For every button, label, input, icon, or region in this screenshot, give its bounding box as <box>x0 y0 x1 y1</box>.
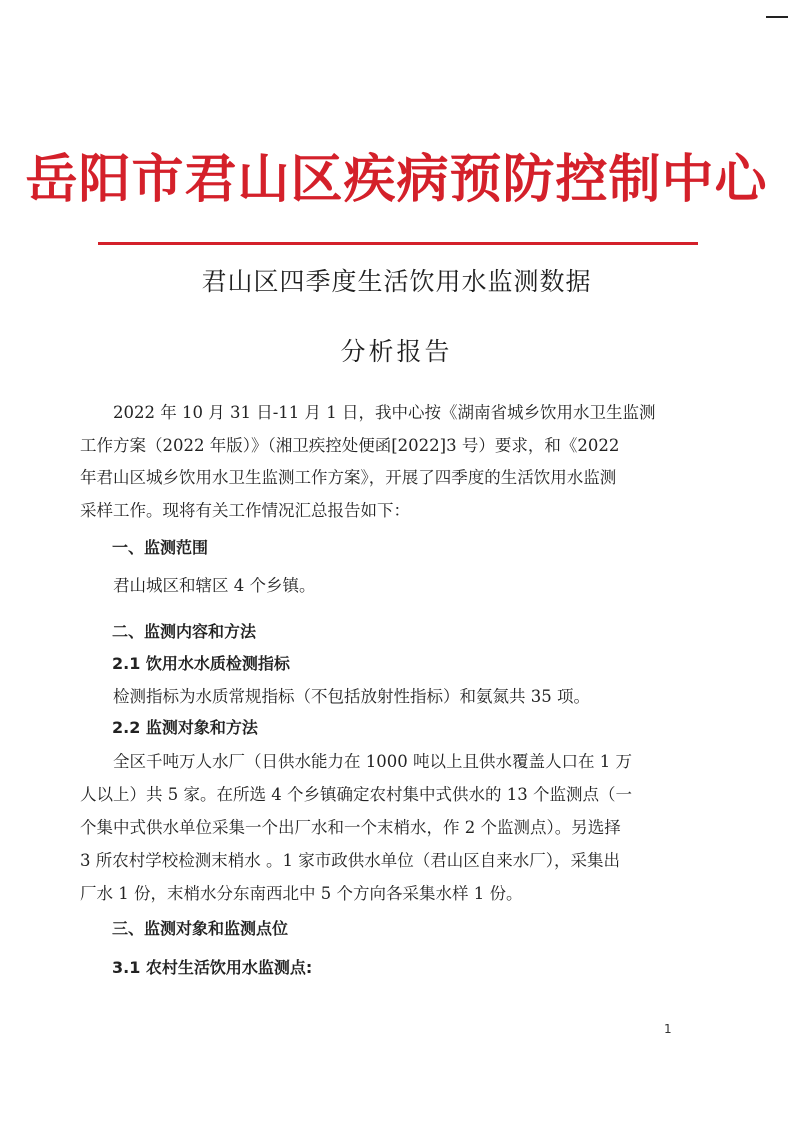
subsection-heading: 3.1 农村生活饮用水监测点: <box>80 958 313 977</box>
header-divider <box>98 242 698 245</box>
section-heading: 二、监测内容和方法 <box>80 622 257 641</box>
section-text-line: 厂水 1 份，末梢水分东南西北中 5 个方向各采集水样 1 份。 <box>80 884 523 903</box>
section-text: 君山城区和辖区 4 个乡镇。 <box>80 576 316 595</box>
section-text: 检测指标为水质常规指标（不包括放射性指标）和氨氮共 35 项。 <box>80 687 590 706</box>
section-text-line: 人以上）共 5 家。在所选 4 个乡镇确定农村集中式供水的 13 个监测点（一 <box>80 785 632 804</box>
section-text-line: 3 所农村学校检测末梢水 。1 家市政供水单位（君山区自来水厂），采集出 <box>80 851 620 870</box>
page-number: 1 <box>664 1022 672 1036</box>
section-text-line: 个集中式供水单位采集一个出厂水和一个末梢水，作 2 个监测点）。另选择 <box>80 818 621 837</box>
intro-line: 年君山区城乡饮用水卫生监测工作方案》，开展了四季度的生活饮用水监测 <box>80 468 617 487</box>
section-heading: 一、监测范围 <box>80 538 209 557</box>
section-heading: 三、监测对象和监测点位 <box>80 919 289 938</box>
subsection-heading: 2.1 饮用水水质检测指标 <box>80 654 290 673</box>
org-header: 岳阳市君山区疾病预防控制中心 <box>25 149 768 210</box>
document-subtitle: 分析报告 <box>340 337 453 366</box>
subsection-heading: 2.2 监测对象和方法 <box>80 718 258 737</box>
scan-edge-mark <box>766 16 788 18</box>
section-text-line: 全区千吨万人水厂（日供水能力在 1000 吨以上且供水覆盖人口在 1 万 <box>80 752 632 771</box>
intro-line: 工作方案（2022 年版）》（湘卫疾控处便函[2022]3 号）要求，和《2022 <box>80 436 620 455</box>
intro-line: 2022 年 10 月 31 日-11 月 1 日，我中心按《湖南省城乡饮用水卫生监测 <box>80 403 656 422</box>
document-title: 君山区四季度生活饮用水监测数据 <box>201 267 592 296</box>
intro-line: 采样工作。现将有关工作情况汇总报告如下： <box>80 501 410 520</box>
